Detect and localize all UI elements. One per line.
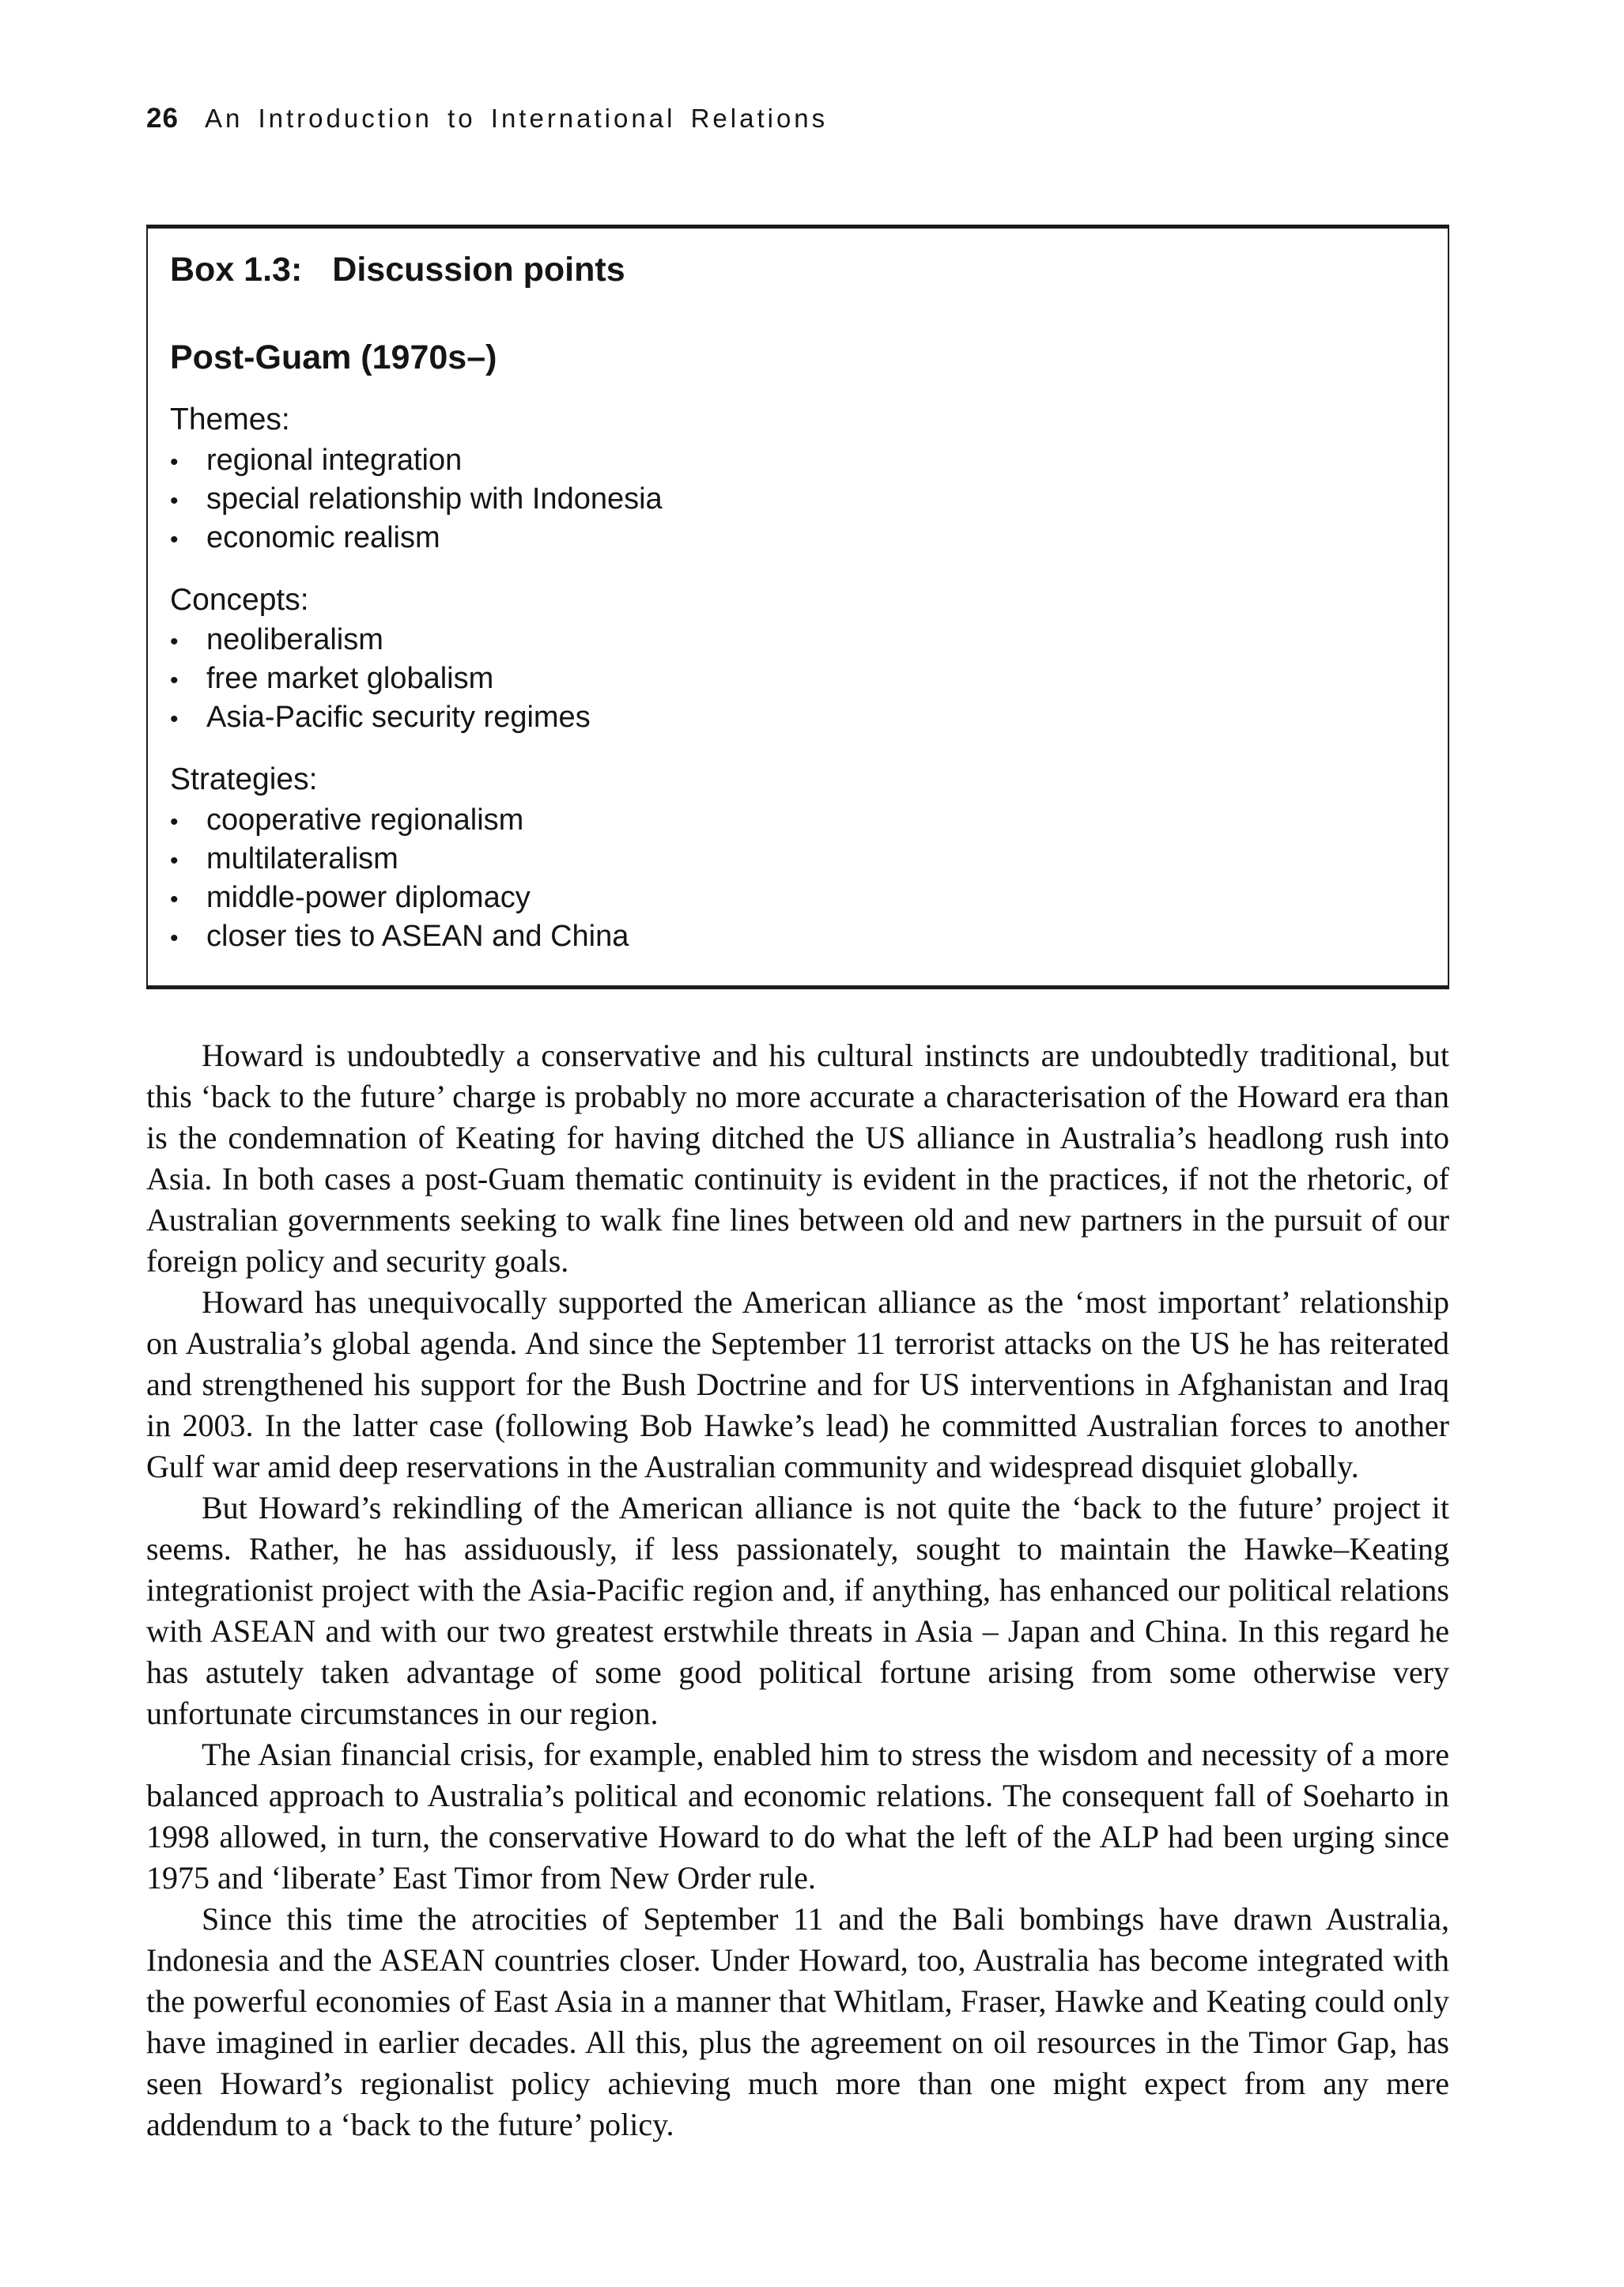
list-item <box>170 699 1424 738</box>
list-item <box>170 520 1424 558</box>
body-text <box>146 1035 1449 2145</box>
list-item-label: multilateralism <box>206 842 398 876</box>
bullet-icon: • <box>170 925 179 952</box>
bullet-icon: • <box>170 487 179 514</box>
discussion-box <box>146 225 1449 989</box>
paragraph: But Howard’s rekindling of the American alliance is not quite the ‘back to the future’ project it seems. Rather, he has assiduously, if less passionately, sought to maintain the Hawke–Keating integrationist project with the Asia-Pacific region and, if anything, has enhanced our political relations with ASEAN and with our two greatest erstwhile threats in Asia – Japan and China. In this regard he has astutely taken advantage of some good political fortune arising from some otherwise very unfortunate circumstances in our region. <box>146 1490 1449 1732</box>
list-item <box>170 622 1424 660</box>
page-header <box>146 103 1449 134</box>
list-item <box>170 660 1424 699</box>
themes-list <box>170 442 1424 558</box>
bullet-icon: • <box>170 809 179 836</box>
bullet-icon: • <box>170 448 179 475</box>
list-item-label: regional integration <box>206 443 463 477</box>
list-item <box>170 879 1424 918</box>
bullet-icon: • <box>170 526 179 553</box>
list-item <box>170 918 1424 957</box>
paragraph: Howard is undoubtedly a conservative and his cultural instincts are undoubtedly traditional, but this ‘back to the future’ charge is probably no more accurate a characterisation of the Howard era than is the condemnation of Keating for having ditched the US alliance in Australia’s headlong rush into Asia. In both cases a post-Guam thematic continuity is evident in the practices, if not the rhetoric, of Australian governments seeking to walk fine lines between old and new partners in the pursuit of our foreign policy and security goals. <box>146 1038 1449 1280</box>
bullet-icon: • <box>170 706 179 733</box>
section-heading: Themes: <box>170 402 290 437</box>
box-title <box>170 251 1424 289</box>
concepts-list <box>170 622 1424 738</box>
list-item-label: cooperative regionalism <box>206 803 524 837</box>
paragraph: Since this time the atrocities of September 11 and the Bali bombings have drawn Australia, Indonesia and the ASEAN countries closer. Under Howard, too, Australia has become integrated with the powerful economies of East Asia in a manner that Whitlam, Fraser, Hawke and Keating could only have imagined in earlier decades. All this, plus the agreement on oil resources in the Timor Gap, has seen Howard’s regionalist policy achieving much more than one might expect from any mere addendum to a ‘back to the future’ policy. <box>146 1901 1449 2143</box>
list-item-label: middle-power diplomacy <box>206 881 531 915</box>
list-item-label: free market globalism <box>206 662 494 696</box>
box-section-concepts <box>170 582 1424 739</box>
paragraph: The Asian financial crisis, for example, enabled him to stress the wisdom and necessity of a more balanced approach to Australia’s political and economic relations. The consequent fall of Soeharto in 1998 allowed, in turn, the conservative Howard to do what the left of the ALP had been urging since 1975 and ‘liberate’ East Timor from New Order rule. <box>146 1737 1449 1896</box>
bullet-icon: • <box>170 886 179 913</box>
bullet-icon: • <box>170 629 179 656</box>
list-item <box>170 442 1424 481</box>
list-item <box>170 841 1424 879</box>
box-title-text: Discussion points <box>332 251 625 289</box>
list-item-label: Asia-Pacific security regimes <box>206 701 591 735</box>
box-section-themes <box>170 402 1424 558</box>
list-item-label: special relationship with Indonesia <box>206 482 663 516</box>
section-heading: Concepts: <box>170 582 309 617</box>
bullet-icon: • <box>170 667 179 694</box>
running-head: An Introduction to International Relations <box>204 104 829 133</box>
list-item <box>170 481 1424 520</box>
box-subtitle: Post-Guam (1970s–) <box>170 338 497 377</box>
text-column <box>146 103 1449 2145</box>
box-section-strategies <box>170 762 1424 957</box>
list-item-label: closer ties to ASEAN and China <box>206 920 629 954</box>
box-label: Box 1.3: <box>170 251 303 289</box>
paragraph: Howard has unequivocally supported the American alliance as the ‘most important’ relationship on Australia’s global agenda. And since the September 11 terrorist attacks on the US he has reiterated and strengthened his support for the Bush Doctrine and for US interventions in Afghanistan and Iraq in 2003. In the latter case (following Bob Hawke’s lead) he committed Australian forces to another Gulf war amid deep reservations in the Australian community and widespread disquiet globally. <box>146 1284 1449 1485</box>
list-item <box>170 802 1424 841</box>
section-heading: Strategies: <box>170 762 318 797</box>
list-item-label: economic realism <box>206 520 440 554</box>
list-item-label: neoliberalism <box>206 623 383 657</box>
bullet-icon: • <box>170 848 179 875</box>
page-number: 26 <box>146 103 179 134</box>
strategies-list <box>170 802 1424 957</box>
